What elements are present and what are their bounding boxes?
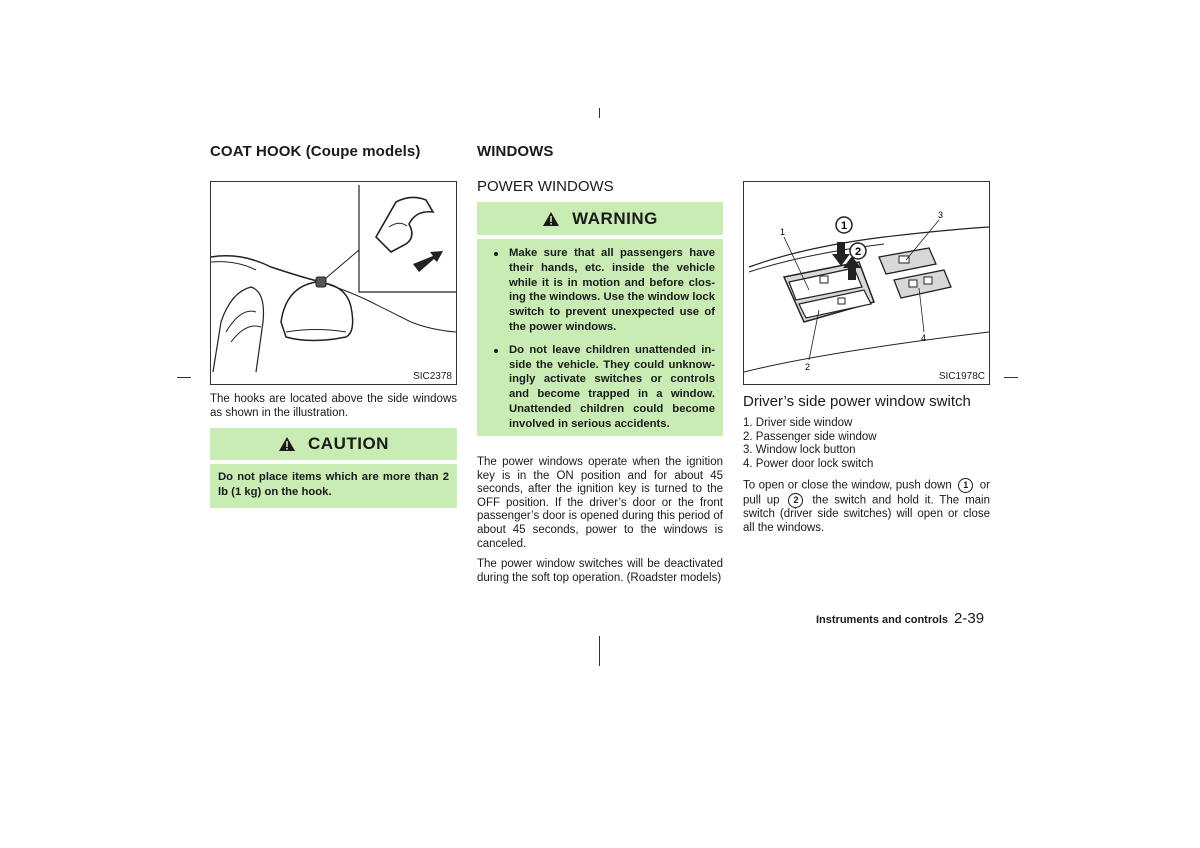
list-item: 2. Passenger side window	[743, 430, 877, 443]
page-number: 2-39	[954, 610, 985, 627]
instructions-part-2: or pull up	[743, 479, 990, 507]
caution-title: CAUTION	[308, 434, 389, 453]
crop-mark-bottom	[599, 636, 600, 666]
switch-subheading: Driver’s side power window switch	[743, 393, 971, 410]
figure-label: 1	[780, 227, 786, 237]
figure-code-sic2378: SIC2378	[413, 371, 452, 382]
figure-callout: 1	[840, 220, 848, 232]
instructions-part-3: the switch and hold it. The main switch (driver side switches) will open or close all the windows.	[743, 494, 990, 534]
warning-triangle-icon	[278, 436, 296, 452]
list-item: 3. Window lock button	[743, 444, 856, 457]
figure-callout: 2	[854, 246, 862, 258]
callout-1-icon: 1	[958, 478, 973, 493]
figure-label: 4	[921, 333, 927, 343]
figure-label: 3	[938, 210, 944, 220]
switch-instructions	[743, 478, 990, 535]
footer-section-label: Instruments and controls	[816, 614, 949, 626]
list-item: 4. Power door lock switch	[743, 457, 874, 470]
window-switch-figure	[743, 181, 990, 385]
coat-hook-figure	[210, 181, 457, 385]
instructions-part-1: To open or close the window, push down	[743, 479, 952, 492]
power-windows-paragraph: The power windows operate when the ignition key is in the ON position and for about 45 seconds, after the ignition key is turned to the OFF position. If the driver’s door or the front passenger’s door is opened during this period of about 45 seconds, power to the windows is canceled.	[477, 456, 723, 550]
caution-banner	[210, 428, 457, 460]
crop-mark-left	[177, 377, 191, 378]
caution-text: Do not place items which are more than 2 lb (1 kg) on the hook.	[210, 464, 457, 508]
coat-hook-illustration	[211, 182, 456, 384]
warning-item: Do not leave children unattended in-side the vehicle. They could unknow-ingly activate switches or controls and become trapped in a window. Unattended children could become involved in serious accidents.	[485, 343, 715, 432]
windows-heading: WINDOWS	[477, 143, 554, 160]
warning-banner	[477, 202, 723, 235]
crop-mark-top	[599, 108, 600, 118]
warning-item: Make sure that all passengers have their hands, etc. inside the vehicle while it is in motion and before clos-ing the windows. Use the window lock switch to prevent unexpected use of the power windows.	[485, 246, 715, 335]
warning-box	[477, 239, 723, 436]
crop-mark-right	[1004, 377, 1018, 378]
callout-2-icon: 2	[788, 493, 803, 508]
warning-triangle-icon	[542, 211, 560, 227]
warning-title: WARNING	[572, 208, 658, 228]
coat-hook-heading: COAT HOOK (Coupe models)	[210, 143, 421, 160]
switch-parts-list	[743, 417, 990, 471]
power-windows-subheading: POWER WINDOWS	[477, 178, 614, 195]
coat-hook-description: The hooks are located above the side windows as shown in the illustration.	[210, 393, 457, 419]
window-switch-illustration	[744, 182, 989, 384]
list-item: 1. Driver side window	[743, 417, 853, 429]
power-windows-paragraph: The power window switches will be deactivated during the soft top operation. (Roadster models)	[477, 558, 723, 584]
power-windows-body	[477, 456, 723, 592]
figure-code-sic1978c: SIC1978C	[938, 371, 985, 382]
page-footer	[816, 610, 984, 627]
figure-label: 2	[805, 362, 811, 372]
